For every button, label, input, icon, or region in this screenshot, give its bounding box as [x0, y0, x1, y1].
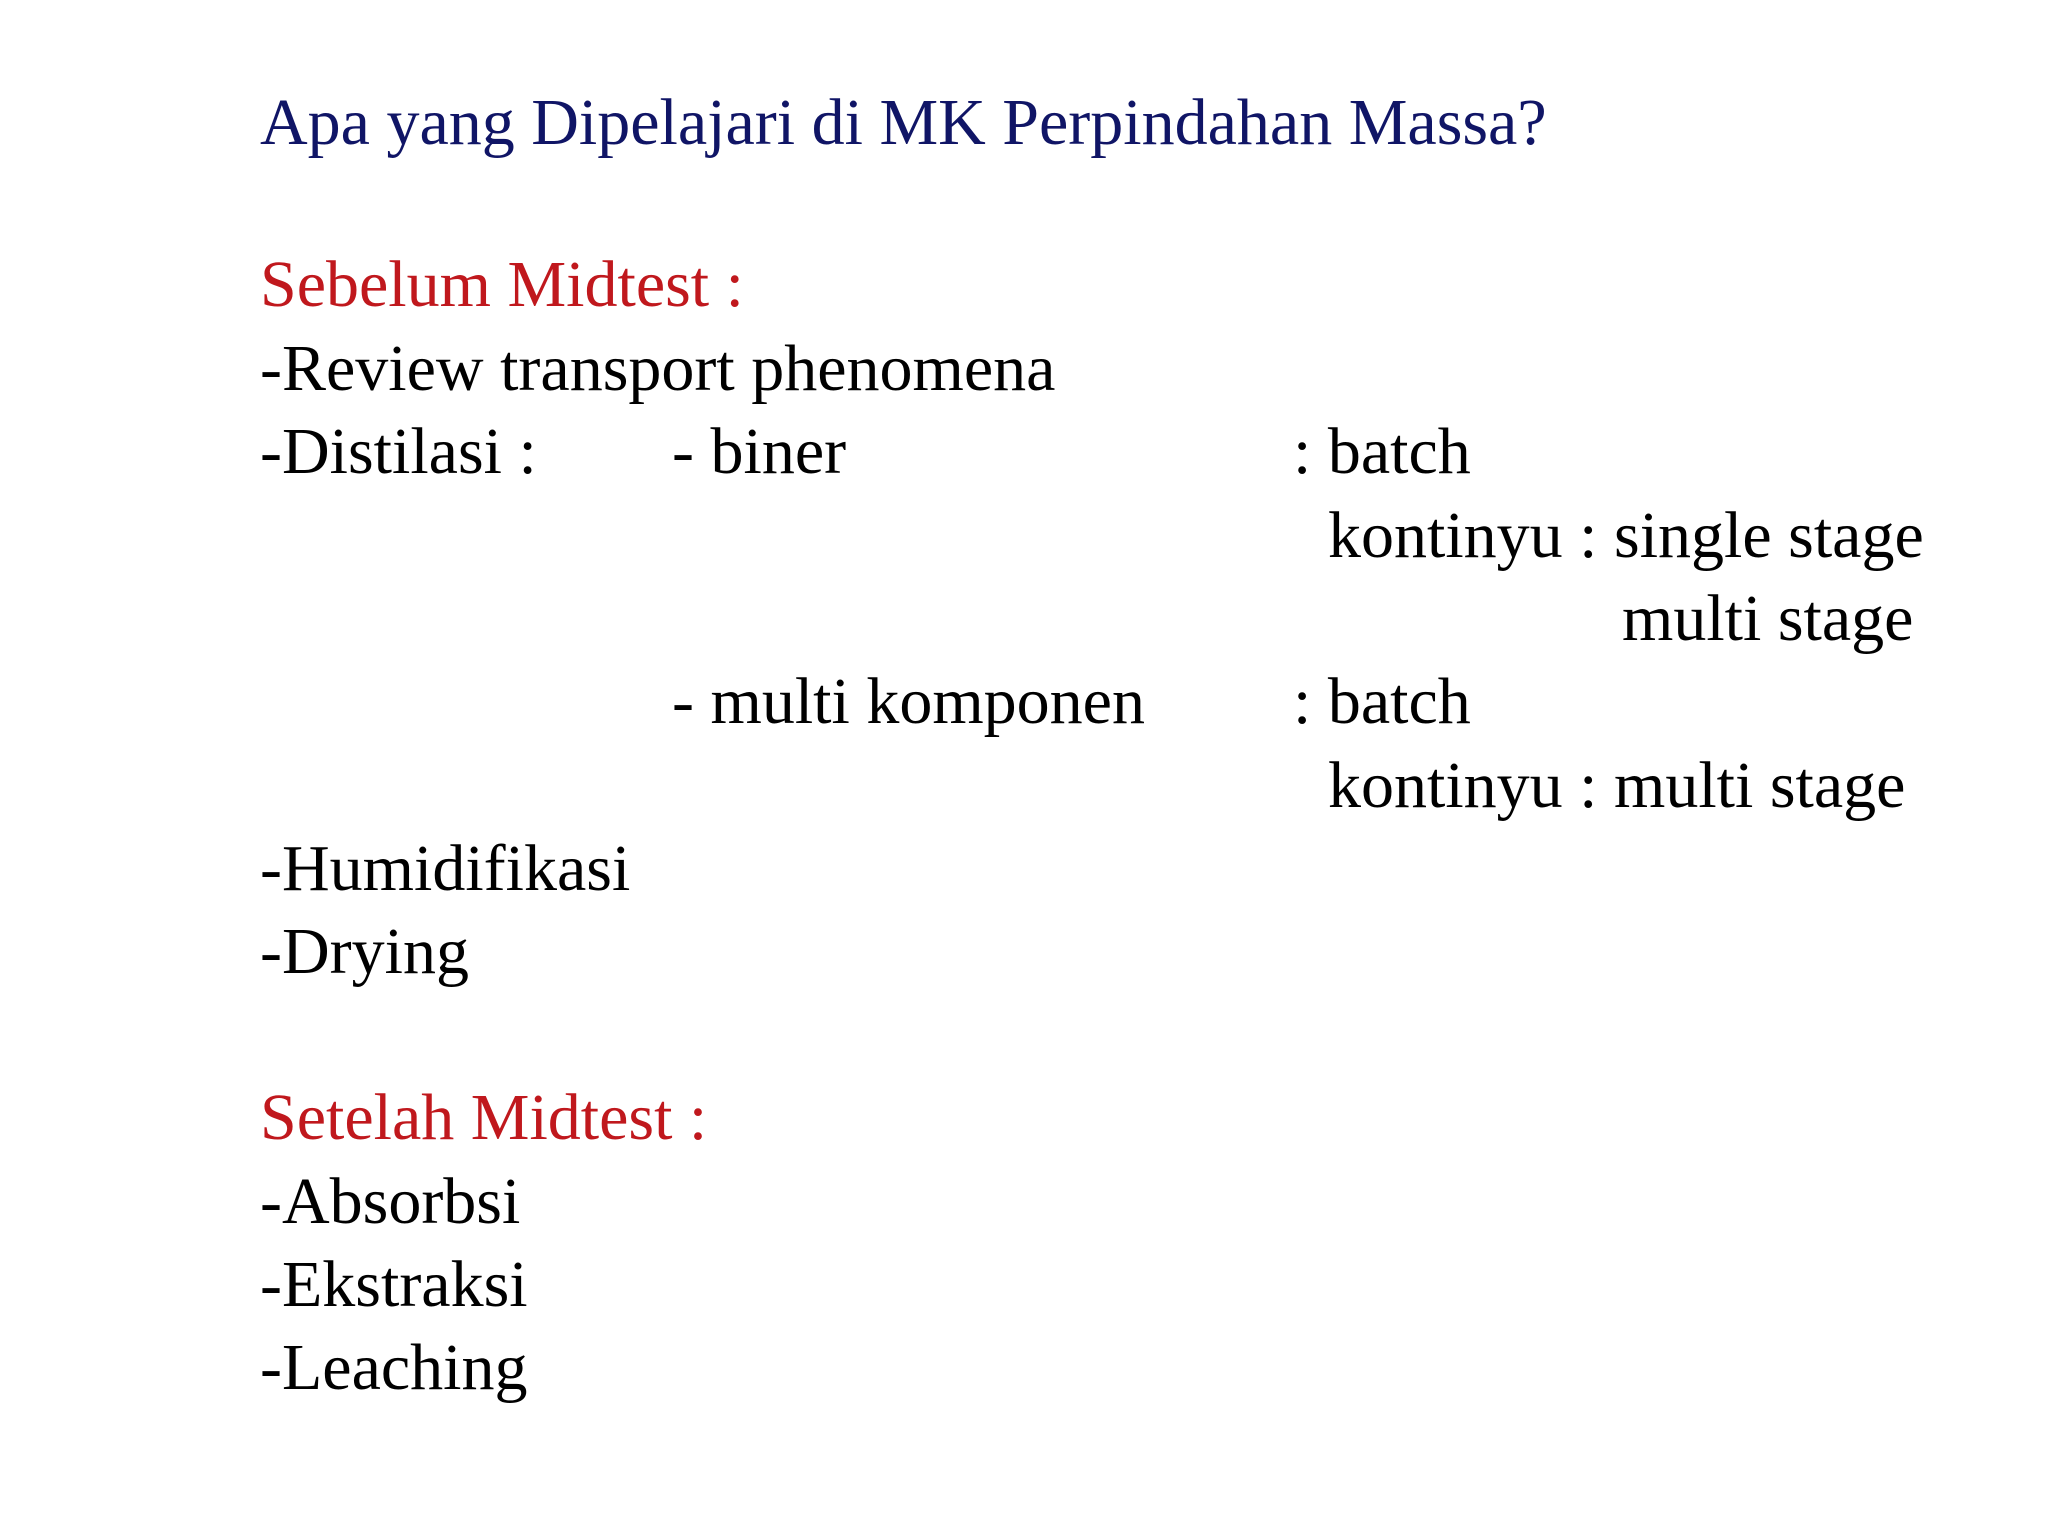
distilasi-multi-komponen: - multi komponen: [672, 665, 1145, 738]
topic-absorbsi: -Absorbsi: [260, 1165, 521, 1238]
topic-drying: -Drying: [260, 915, 469, 988]
slide-title: Apa yang Dipelajari di MK Perpindahan Massa?: [260, 86, 1547, 159]
topic-leaching: -Leaching: [260, 1331, 528, 1404]
biner-multi-stage: multi stage: [1622, 582, 1914, 655]
biner-kontinyu: kontinyu : single stage: [1328, 499, 1924, 572]
multi-komponen-kontinyu: kontinyu : multi stage: [1328, 749, 1906, 822]
topic-ekstraksi: -Ekstraksi: [260, 1248, 528, 1321]
biner-batch: : batch: [1293, 415, 1471, 488]
before-midtest-heading: Sebelum Midtest :: [260, 248, 744, 321]
topic-distilasi: -Distilasi :: [260, 415, 537, 488]
after-midtest-heading: Setelah Midtest :: [260, 1081, 708, 1154]
topic-review-transport: -Review transport phenomena: [260, 332, 1056, 405]
distilasi-biner: - biner: [672, 415, 847, 488]
multi-komponen-batch: : batch: [1293, 665, 1471, 738]
topic-humidifikasi: -Humidifikasi: [260, 832, 631, 905]
